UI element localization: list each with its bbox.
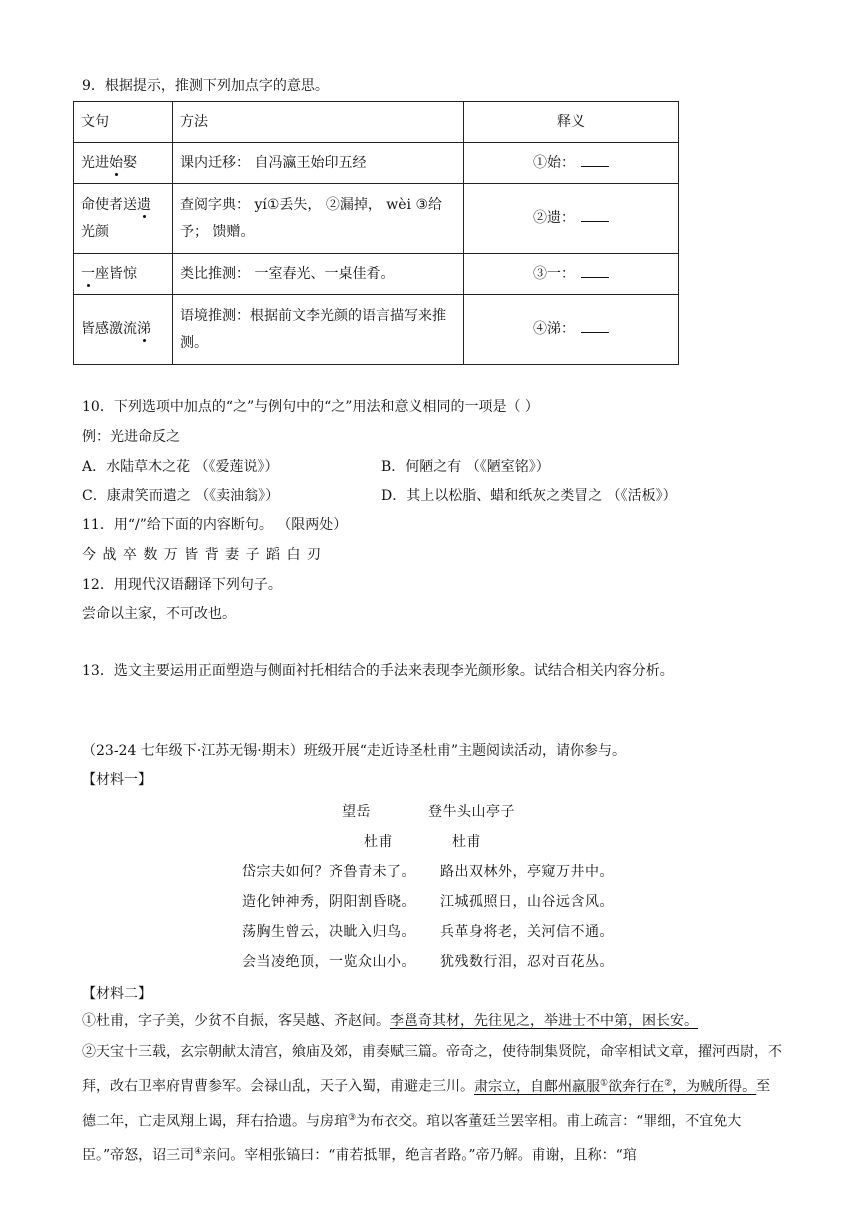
q9-table	[73, 101, 679, 365]
table-row	[74, 254, 679, 295]
sentence-cell: 一座皆惊	[74, 254, 173, 295]
poem-2-author: 杜甫	[452, 834, 481, 850]
poem-1-author: 杜甫	[364, 834, 393, 850]
q12-title: 12．用现代汉语翻译下列句子。	[82, 577, 282, 593]
q10-option-d[interactable]: D．其上以松脂、蜡和纸灰之类冒之 （《活板》）	[381, 488, 677, 504]
q10-title: 10．下列选项中加点的“之”与例句中的“之”用法和意义相同的一项是（ ）	[82, 399, 539, 415]
sentence-cell: 光进始娶	[74, 143, 173, 184]
material-2-paragraph-2: ②天宝十三载，玄宗朝献太清宫，飨庙及郊，甫奏赋三篇。帝奇之，使待制集贤院，命宰相试文章，擢河西尉，不拜，改右卫率府胄曹参军。会禄山乱，天子入蜀，甫避走三川。肃宗立，自鄜州羸服①欲奔行在②，为贼所得。至德二年，亡走凤翔上谒，拜右拾遗。与房琯③为布衣交。琯以客董廷兰罢宰相。甫上疏言：“罪细，不宜免大臣。”帝怒，诏三司④亲问。宰相张镐曰：“甫若抵罪，绝言者路。”帝乃解。甫谢，且称：“琯	[82, 1044, 782, 1164]
q10-option-b[interactable]: B．何陋之有 （《陋室铭》）	[381, 459, 550, 475]
q10-option-a[interactable]: A．水陆草木之花 （《爱莲说》）	[82, 459, 279, 475]
q13-title: 13．选文主要运用正面塑造与侧面衬托相结合的手法来表现李光颜形象。试结合相关内容分析。	[82, 663, 674, 679]
method-cell: 语境推测：根据前文李光颜的语言描写来推测。	[173, 295, 464, 365]
q12-text: 尝命以主家，不可改也。	[82, 606, 236, 622]
poem-1-line: 岱宗夫如何？齐鲁青未了。	[242, 864, 416, 880]
method-cell: 课内迁移： 自冯瀛王始印五经	[173, 143, 464, 184]
poem-1-line: 荡胸生曾云，决眦入归鸟。	[242, 924, 416, 940]
sentence-cell: 命使者送遗 光颜	[74, 184, 173, 254]
header-method: 方法	[173, 102, 464, 143]
method-cell: 类比推测： 一室春光、一桌佳肴。	[173, 254, 464, 295]
answer-blank[interactable]	[581, 265, 609, 278]
q10-example: 例：光进命反之	[82, 429, 180, 445]
poem-1-line: 会当凌绝顶，一览众山小。	[242, 954, 416, 970]
answer-cell: ③一：	[464, 254, 679, 295]
answer-cell: ④涕：	[464, 295, 679, 365]
q9-title: 9．根据提示，推测下列加点字的意思。	[82, 78, 329, 94]
material-2-paragraph-1: ①杜甫，字子美，少贫不自振，客吴越、齐赵间。李邕奇其材，先往见之，举进士不中第，困长安。	[82, 1013, 698, 1029]
material-2-label: 【材料二】	[82, 986, 152, 1002]
dotted-char: 一	[81, 265, 95, 282]
dotted-char: 始	[109, 154, 123, 171]
table-row	[74, 143, 679, 184]
poem-2-line: 兵革身将老，关河信不通。	[440, 924, 614, 940]
answer-blank[interactable]	[581, 320, 609, 333]
material-1-label: 【材料一】	[82, 772, 152, 788]
dotted-char: 涕	[137, 321, 151, 337]
answer-blank[interactable]	[581, 154, 609, 167]
method-cell: 查阅字典： yí①丢失， ②漏掉， wèi ③给予； 馈赠。	[173, 184, 464, 254]
answer-cell: ①始：	[464, 143, 679, 184]
q11-text: 今 战 卒 数 万 皆 背 妻 子 蹈 白 刃	[82, 547, 322, 563]
poem-1-line: 造化钟神秀，阴阳割昏晓。	[242, 894, 416, 910]
poem-2-line: 路出双林外，亭窥万井中。	[440, 864, 614, 880]
answer-blank[interactable]	[581, 209, 609, 222]
sentence-cell: 皆感激流涕	[74, 295, 173, 365]
dotted-char: 遗	[137, 196, 151, 213]
poem-1-title: 望岳	[342, 804, 371, 820]
table-row	[74, 295, 679, 365]
q10-option-c[interactable]: C．康肃笑而遣之 （《卖油翁》）	[82, 488, 280, 504]
table-row	[74, 184, 679, 254]
q11-title: 11．用“/”给下面的内容断句。 （限两处）	[82, 517, 348, 533]
underlined-sentence: 肃宗立，自鄜州羸服①欲奔行在②，为贼所得。	[474, 1078, 757, 1095]
poem-2-line: 江城孤照日，山谷远含风。	[440, 894, 614, 910]
poem-2-line: 犹残数行泪，忍对百花丛。	[440, 954, 614, 970]
header-sentence: 文句	[74, 102, 173, 143]
header-meaning: 释义	[464, 102, 679, 143]
poem-2-title: 登牛头山亭子	[428, 804, 515, 820]
section-intro: （23-24 七年级下·江苏无锡·期末）班级开展“走近诗圣杜甫”主题阅读活动，请你参与。	[82, 743, 627, 759]
answer-cell: ②遗：	[464, 184, 679, 254]
underlined-sentence: 李邕奇其材，先往见之，举进士不中第，困长安。	[390, 1013, 698, 1029]
